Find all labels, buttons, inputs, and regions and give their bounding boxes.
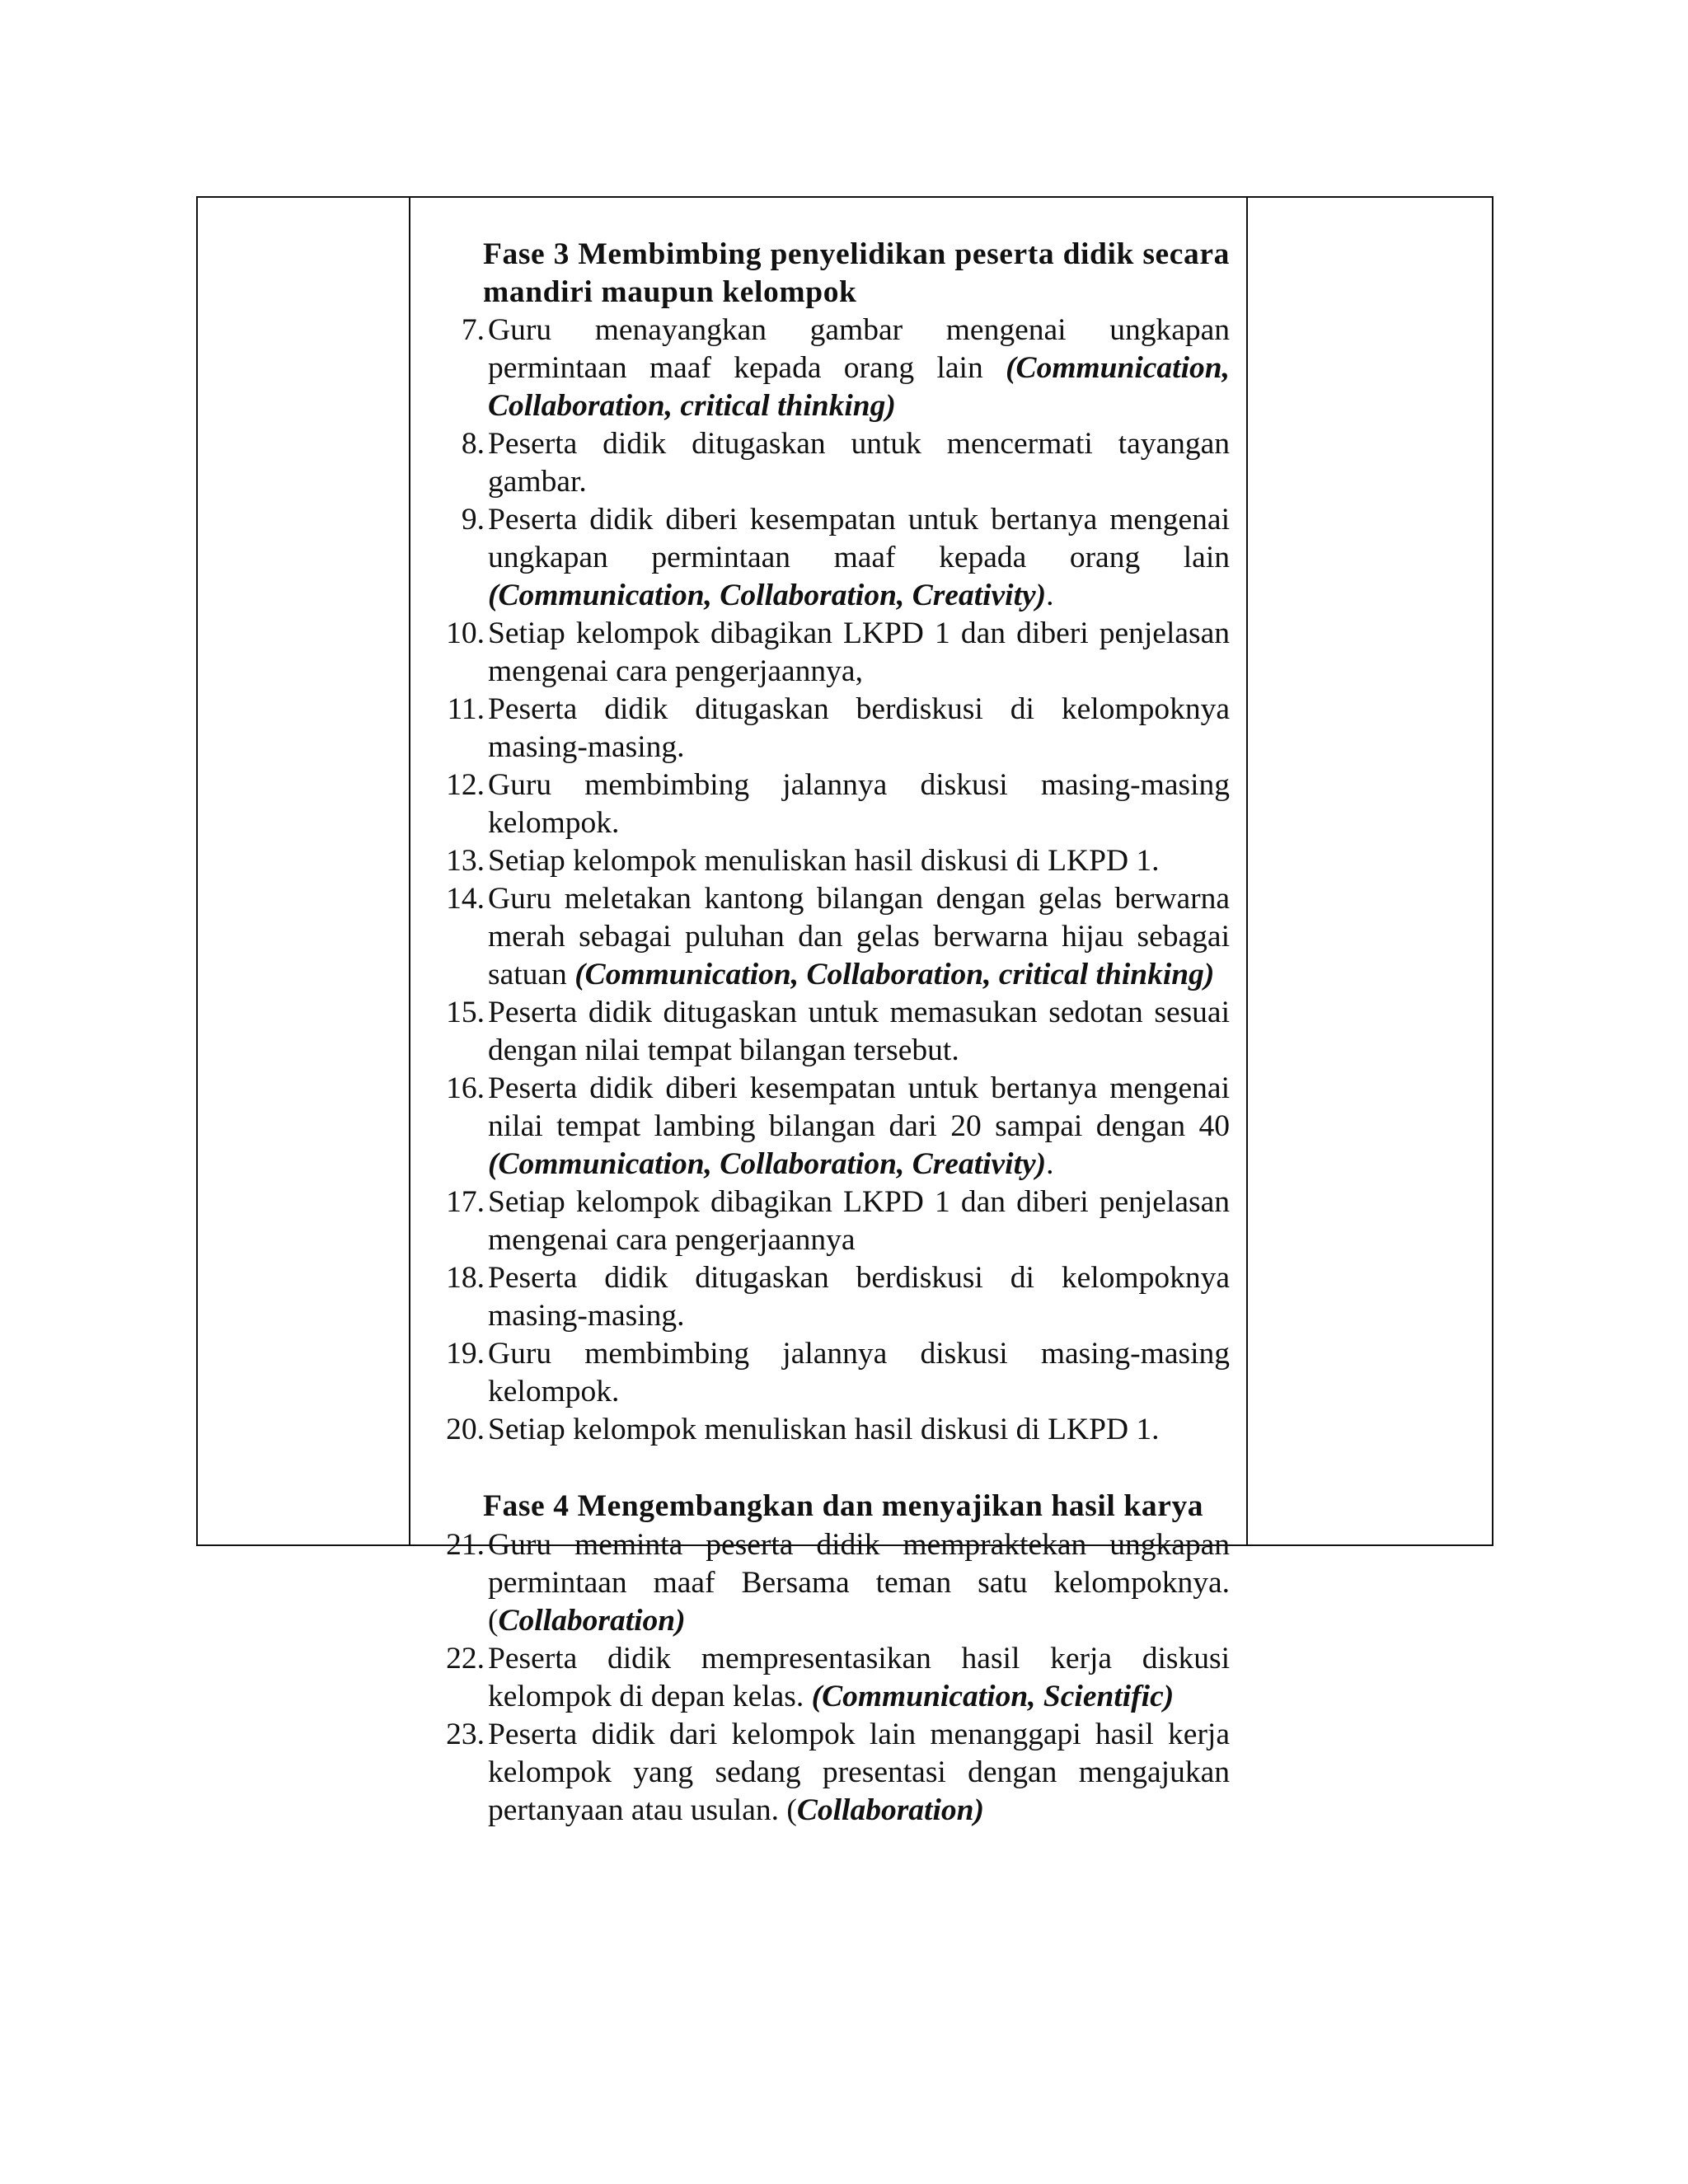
step-text: [488, 1183, 1230, 1259]
step-text: [488, 880, 1230, 994]
step-text: [488, 1411, 1230, 1449]
list-item: [437, 1335, 1230, 1411]
list-item: [437, 994, 1230, 1070]
step-text: [488, 425, 1230, 501]
list-item: [437, 766, 1230, 842]
list-item: [437, 425, 1230, 501]
list-item: [437, 615, 1230, 691]
phase-3-heading: Fase 3 Membimbing penyelidikan peserta didik secara mandiri maupun kelompok: [483, 237, 1230, 309]
step-body: Peserta didik mempresentasikan hasil kerja diskusi kelompok di depan kelas.: [488, 1642, 1230, 1713]
step-text: [488, 1259, 1230, 1335]
step-number: 17.: [446, 1185, 485, 1219]
step-number: 10.: [446, 616, 485, 650]
list-item: [437, 691, 1230, 766]
step-body: Setiap kelompok menuliskan hasil diskusi di LKPD 1.: [488, 844, 1160, 878]
step-body: Peserta didik ditugaskan berdiskusi di kelompoknya masing-masing.: [488, 1261, 1230, 1333]
table-cell-activities: [410, 198, 1248, 1827]
list-item: [437, 880, 1230, 994]
step-number: 14.: [446, 882, 485, 916]
list-item: [437, 1640, 1230, 1716]
phase-4-steps: [437, 1526, 1230, 1830]
list-item: [437, 1259, 1230, 1335]
step-text: [488, 994, 1230, 1070]
step-text: [488, 842, 1230, 880]
skill-tag: (Communication, Collaboration, Creativity): [488, 1147, 1047, 1181]
activities-content: [437, 236, 1230, 1830]
list-item: [437, 842, 1230, 880]
step-punctuation: .: [1046, 1147, 1054, 1181]
skill-tag: (Communication, Collaboration, critical thinking): [574, 958, 1215, 991]
step-body: Setiap kelompok dibagikan LKPD 1 dan diberi penjelasan mengenai cara pengerjaannya: [488, 1185, 1230, 1257]
step-text: [488, 766, 1230, 842]
step-text: [488, 1640, 1230, 1716]
list-item: [437, 1526, 1230, 1640]
list-item: [437, 501, 1230, 615]
step-body: Guru menayangkan gambar mengenai ungkapan permintaan maaf kepada orang lain: [488, 313, 1230, 385]
step-body: Peserta didik diberi kesempatan untuk bertanya mengenai ungkapan permintaan maaf kepada orang lain: [488, 503, 1230, 574]
step-body: Peserta didik diberi kesempatan untuk bertanya mengenai nilai tempat lambing bilangan dari 20 sampai dengan 40: [488, 1071, 1230, 1143]
list-item: [437, 312, 1230, 425]
step-text: [488, 501, 1230, 615]
step-text: [488, 1335, 1230, 1411]
step-body: Guru membimbing jalannya diskusi masing-masing kelompok.: [488, 1337, 1230, 1408]
list-item: [437, 1183, 1230, 1259]
step-body: Peserta didik dari kelompok lain menanggapi hasil kerja kelompok yang sedang presentasi dengan mengajukan pertanyaan atau usulan. (: [488, 1718, 1230, 1827]
step-text: [488, 312, 1230, 425]
step-number: 12.: [446, 768, 485, 802]
step-body: Setiap kelompok dibagikan LKPD 1 dan diberi penjelasan mengenai cara pengerjaannya,: [488, 616, 1230, 688]
step-number: 22.: [446, 1642, 485, 1675]
step-punctuation: .: [1046, 579, 1054, 612]
step-number: 18.: [446, 1261, 485, 1295]
step-number: 20.: [446, 1413, 485, 1446]
step-number: 19.: [446, 1337, 485, 1371]
step-body: Guru membimbing jalannya diskusi masing-masing kelompok.: [488, 768, 1230, 840]
step-body: Peserta didik ditugaskan untuk memasukan sedotan sesuai dengan nilai tempat bilangan tersebut.: [488, 996, 1230, 1067]
step-number: 11.: [447, 692, 485, 726]
step-number: 16.: [446, 1071, 485, 1105]
step-text: [488, 1526, 1230, 1640]
step-number: 9.: [461, 503, 485, 537]
table-cell-left: [198, 198, 410, 1544]
step-body: Guru meminta peserta didik mempraktekan ungkapan permintaan maaf Bersama teman satu kelompoknya. (: [488, 1528, 1230, 1638]
phase-3-steps: [437, 312, 1230, 1449]
step-body: Setiap kelompok menuliskan hasil diskusi di LKPD 1.: [488, 1413, 1160, 1446]
step-text: [488, 1070, 1230, 1183]
step-body: Guru meletakan kantong bilangan dengan gelas berwarna merah sebagai puluhan dan gelas berwarna hijau sebagai satuan: [488, 882, 1230, 991]
step-text: [488, 691, 1230, 766]
step-number: 7.: [461, 313, 485, 347]
step-number: 8.: [461, 427, 485, 461]
step-text: [488, 615, 1230, 691]
step-text: [488, 1716, 1230, 1830]
step-body: Peserta didik ditugaskan berdiskusi di kelompoknya masing-masing.: [488, 692, 1230, 764]
phase-4-heading: Fase 4 Mengembangkan dan menyajikan hasil karya: [483, 1489, 1204, 1523]
list-item: [437, 1070, 1230, 1183]
step-number: 15.: [446, 996, 485, 1029]
skill-tag: Collaboration): [796, 1793, 984, 1827]
activity-table: [196, 196, 1493, 1827]
skill-tag: (Communication, Scientific): [811, 1680, 1175, 1713]
list-item: [437, 1411, 1230, 1449]
step-number: 23.: [446, 1718, 485, 1751]
table-cell-right: [1248, 198, 1492, 1544]
list-item: [437, 1716, 1230, 1830]
skill-tag: (Communication, Collaboration, critical thinking): [488, 351, 1230, 423]
step-number: 21.: [446, 1528, 485, 1562]
step-body: Peserta didik ditugaskan untuk mencermati tayangan gambar.: [488, 427, 1230, 499]
skill-tag: (Communication, Collaboration, Creativity): [488, 579, 1047, 612]
step-number: 13.: [446, 844, 485, 878]
skill-tag: Collaboration): [498, 1604, 686, 1638]
